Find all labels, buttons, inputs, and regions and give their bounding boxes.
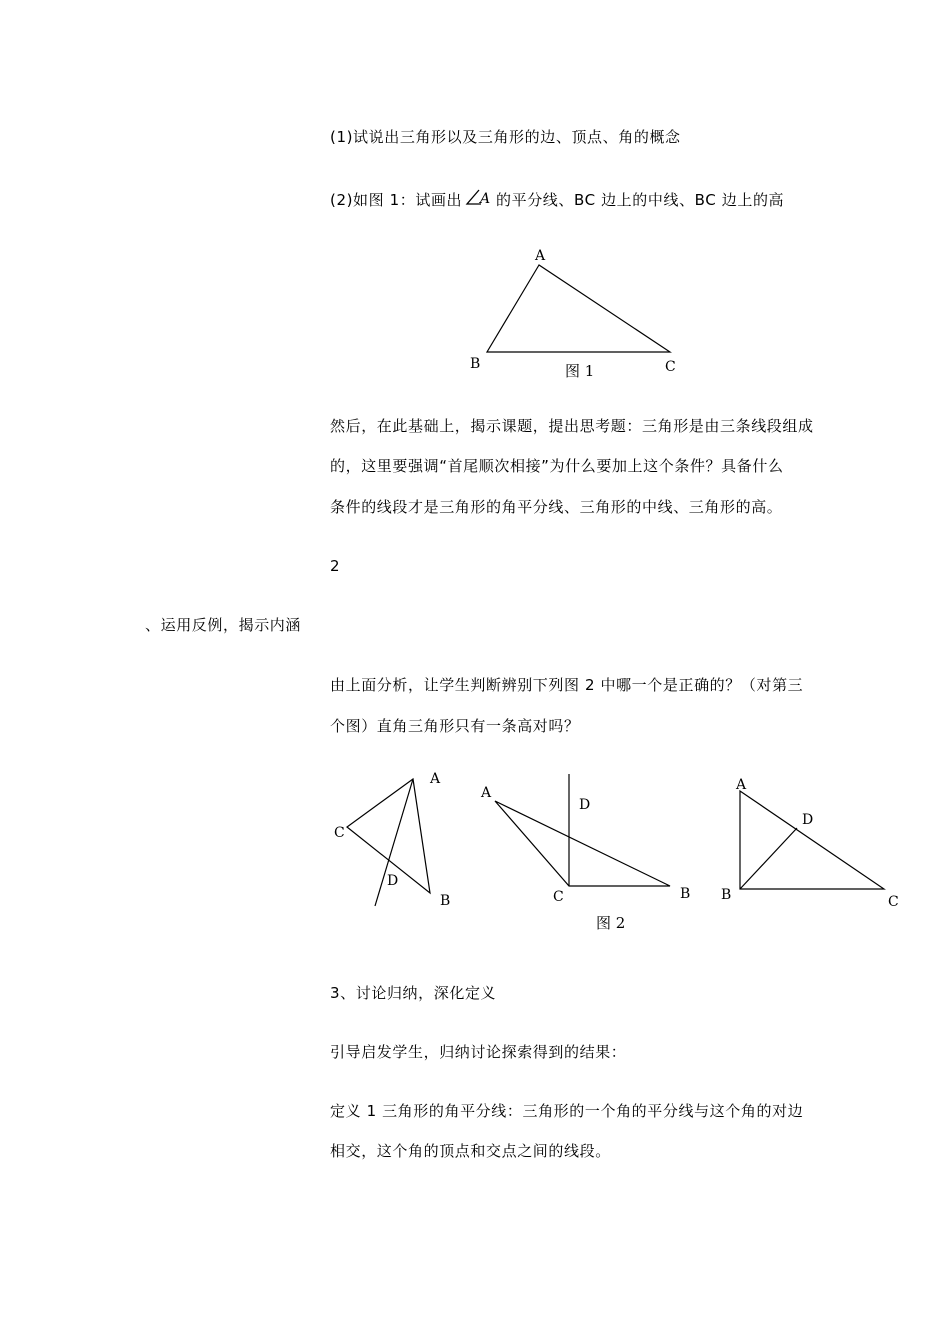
figure-2-middle-triangle: [495, 801, 670, 886]
paragraph-3: 引导启发学生，归纳讨论探索得到的结果：: [330, 1043, 627, 1061]
figure-1-label-a: A: [535, 248, 546, 264]
figure-2-left-label-d: D: [387, 873, 399, 889]
angle-symbol: [465, 186, 495, 210]
section-3-heading: 3、讨论归纳，深化定义: [330, 984, 497, 1002]
figure-2-right-triangle: [740, 791, 884, 889]
definition-1-line-1: 定义 1 三角形的角平分线：三角形的一个角的平分线与这个角的对边: [330, 1102, 804, 1120]
question-2-suffix: 的平分线、BC 边上的中线、BC 边上的高: [496, 191, 785, 209]
figure-2-middle-label-a: A: [481, 785, 492, 801]
figure-1-triangle: [460, 240, 700, 390]
figure-2-left-label-c: C: [334, 825, 345, 841]
definition-1-line-2: 相交，这个角的顶点和交点之间的线段。: [330, 1142, 611, 1160]
figure-2-middle-label-b: B: [680, 886, 691, 902]
figure-2-left-diagram: [334, 771, 450, 909]
figure-1-caption: 图 1: [565, 362, 595, 380]
figure-2-middle-label-c: C: [553, 889, 564, 905]
figure-2-left-label-b: B: [440, 893, 451, 909]
figure-2-middle-diagram: [480, 774, 690, 932]
section-2-number: 2: [330, 557, 340, 575]
figure-1-label-c: C: [665, 359, 676, 375]
figure-2: [325, 765, 915, 940]
paragraph-2-line-1: 由上面分析，让学生判断辨别下列图 2 中哪一个是正确的？（对第三: [330, 676, 804, 694]
figure-1-label-b: B: [470, 356, 481, 372]
figure-2-right-altitude-line: [740, 828, 797, 889]
paragraph-2-line-2: 个图）直角三角形只有一条高对吗？: [330, 717, 580, 735]
figure-2-right-label-d: D: [802, 812, 814, 828]
figure-2-right-label-c: C: [888, 894, 899, 910]
question-2-prefix: (2)如图 1：试画出: [330, 191, 463, 209]
question-1: (1)试说出三角形以及三角形的边、顶点、角的概念: [330, 128, 681, 146]
figure-2-right-diagram: [721, 777, 899, 910]
figure-2-right-label-b: B: [721, 887, 732, 903]
paragraph-1-line-1: 然后，在此基础上，揭示课题，提出思考题：三角形是由三条线段组成: [330, 417, 814, 435]
figure-2-caption: 图 2: [596, 914, 626, 932]
paragraph-1-line-2: 的，这里要强调“首尾顺次相接”为什么要加上这个条件？具备什么: [330, 457, 784, 475]
figure-2-left-label-a: A: [430, 771, 441, 787]
angle-symbol-letter: A: [480, 191, 491, 207]
paragraph-1-line-3: 条件的线段才是三角形的角平分线、三角形的中线、三角形的高。: [330, 498, 783, 516]
section-2-heading: 、运用反例，揭示内涵: [145, 616, 302, 634]
figure-2-middle-label-d: D: [579, 797, 591, 813]
figure-1-triangle-shape: [487, 265, 670, 352]
figure-2-right-label-a: A: [736, 777, 747, 793]
